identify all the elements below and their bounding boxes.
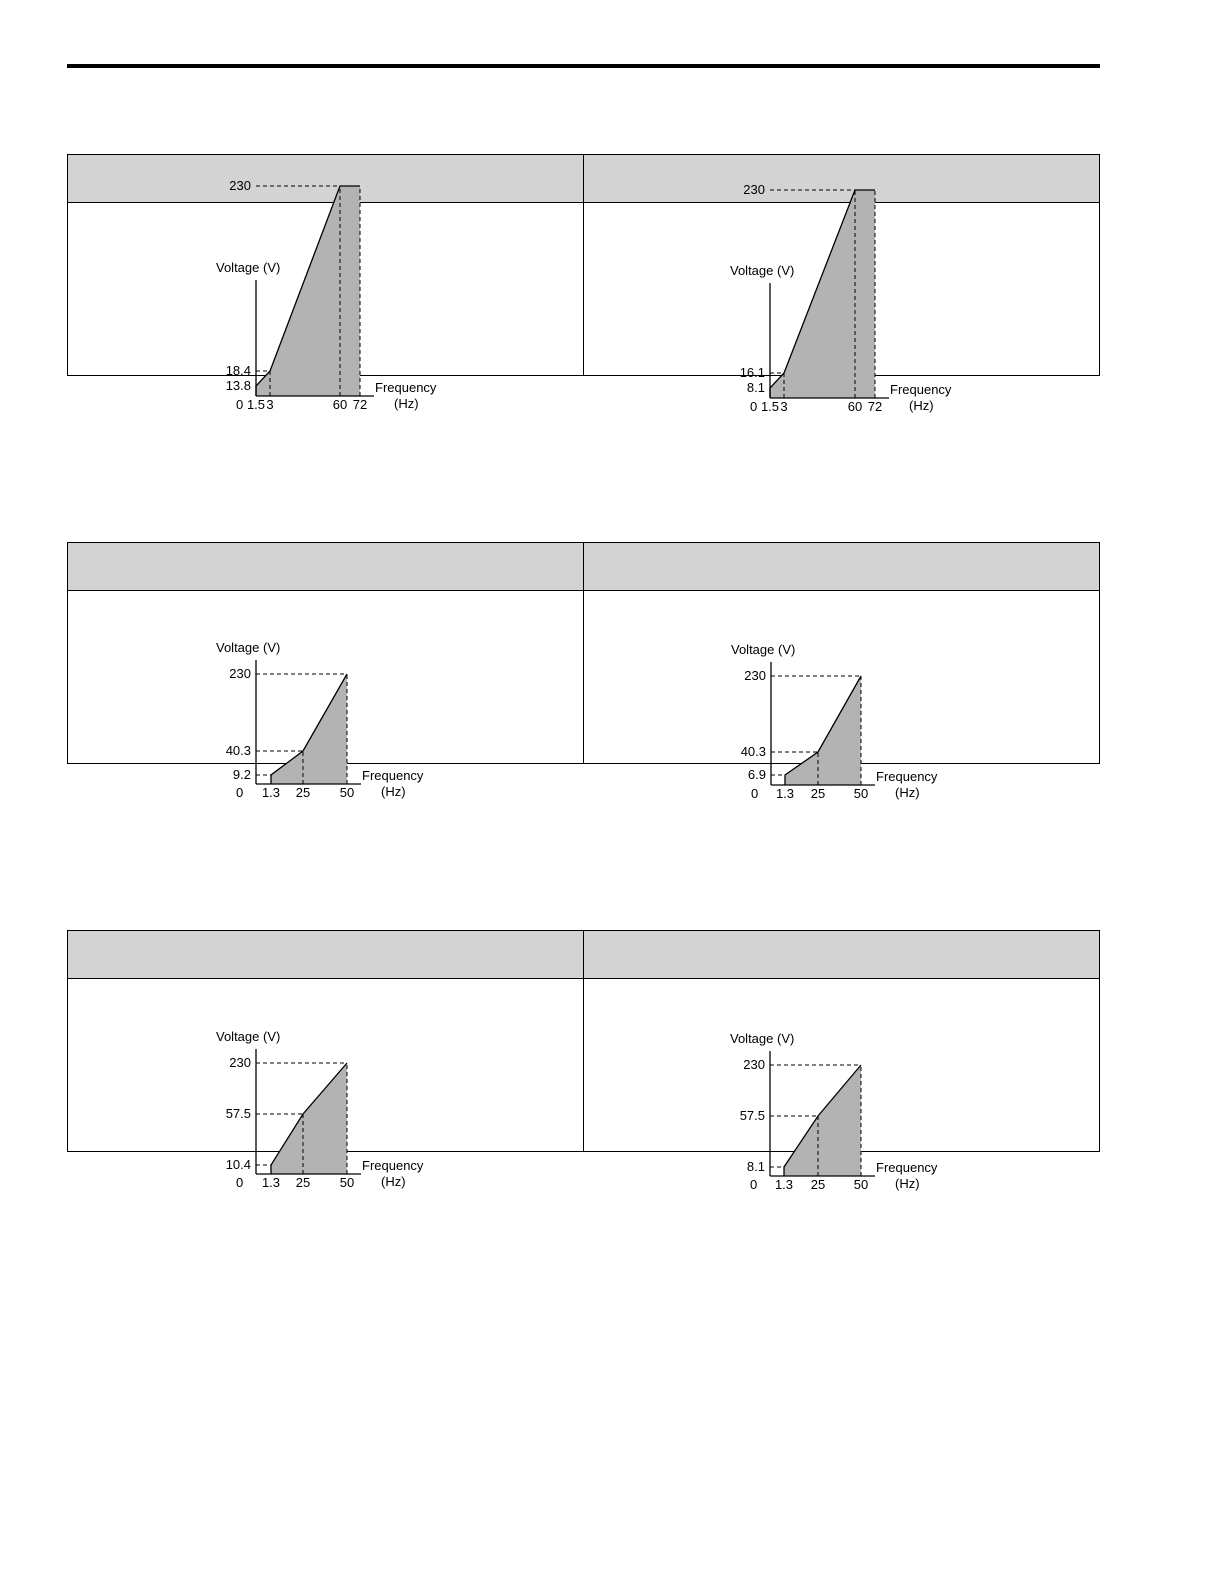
x-tick-label: 1.3 — [261, 1175, 281, 1190]
vf-chart-3 — [68, 591, 582, 800]
vf-area — [784, 1065, 861, 1176]
y-tick-label: 230 — [229, 1055, 251, 1070]
y-tick-label: 57.5 — [739, 1108, 765, 1123]
y-axis-label: Voltage (V) — [216, 260, 281, 275]
y-axis-label: Voltage (V) — [731, 642, 796, 657]
vf-pattern-table-1 — [67, 154, 1100, 414]
y-axis-label: Voltage (V) — [216, 640, 281, 655]
top-rule — [67, 64, 1100, 68]
x-tick-label: 50 — [339, 785, 355, 800]
vf-chart-2 — [584, 182, 1099, 414]
x-axis-unit-label: (Hz) — [381, 784, 406, 799]
origin-label: 0 — [751, 786, 759, 801]
x-axis-unit-label: (Hz) — [895, 785, 920, 800]
x-tick-label: 1.5 — [246, 397, 266, 412]
y-tick-label: 57.5 — [225, 1106, 251, 1121]
x-tick-label: 25 — [810, 786, 826, 801]
x-tick-label: 3 — [780, 399, 788, 414]
x-axis-label: Frequency — [876, 769, 938, 784]
x-tick-label: 60 — [847, 399, 863, 414]
y-axis-label: Voltage (V) — [730, 263, 795, 278]
y-tick-label: 8.1 — [746, 380, 765, 395]
x-tick-label: 50 — [853, 1177, 869, 1192]
vf-area — [271, 1063, 347, 1174]
x-tick-label: 1.3 — [775, 786, 795, 801]
x-tick-label: 1.5 — [760, 399, 780, 414]
x-tick-label: 25 — [295, 1175, 311, 1190]
x-axis-unit-label: (Hz) — [394, 396, 419, 411]
vf-pattern-table-2 — [67, 542, 1100, 801]
y-axis-label: Voltage (V) — [730, 1031, 795, 1046]
x-tick-label: 25 — [810, 1177, 826, 1192]
y-tick-label: 10.4 — [225, 1157, 251, 1172]
x-axis-label: Frequency — [362, 768, 424, 783]
vf-chart-1 — [68, 178, 582, 412]
y-tick-label: 18.4 — [225, 363, 251, 378]
x-tick-label: 72 — [867, 399, 883, 414]
x-tick-label: 3 — [266, 397, 274, 412]
origin-label: 0 — [750, 1177, 758, 1192]
vf-chart-5 — [68, 979, 582, 1190]
x-tick-label: 60 — [332, 397, 348, 412]
x-axis-label: Frequency — [876, 1160, 938, 1175]
y-axis-label: Voltage (V) — [216, 1029, 281, 1044]
x-axis-label: Frequency — [362, 1158, 424, 1173]
y-tick-label: 230 — [743, 182, 765, 197]
vf-chart-4 — [584, 591, 1099, 801]
origin-label: 0 — [236, 785, 244, 800]
table-cell-left — [68, 979, 582, 1190]
table-cell-left — [68, 178, 582, 412]
vf-chart-6 — [584, 979, 1099, 1192]
x-tick-label: 1.3 — [261, 785, 281, 800]
y-tick-label: 8.1 — [746, 1159, 765, 1174]
y-tick-label: 40.3 — [740, 744, 766, 759]
y-tick-label: 230 — [743, 1057, 765, 1072]
y-tick-label: 230 — [229, 178, 251, 193]
x-tick-label: 72 — [352, 397, 368, 412]
table-cell-left — [68, 591, 582, 800]
vf-area — [785, 676, 861, 785]
x-tick-label: 50 — [339, 1175, 355, 1190]
x-axis-unit-label: (Hz) — [895, 1176, 920, 1191]
y-tick-label: 6.9 — [747, 767, 766, 782]
y-tick-label: 40.3 — [225, 743, 251, 758]
x-tick-label: 50 — [853, 786, 869, 801]
origin-label: 0 — [750, 399, 758, 414]
table-cell-right — [584, 591, 1099, 801]
x-axis-label: Frequency — [375, 380, 437, 395]
origin-label: 0 — [236, 397, 244, 412]
table-cell-right — [584, 182, 1099, 414]
x-tick-label: 25 — [295, 785, 311, 800]
vf-area — [256, 186, 360, 396]
x-axis-unit-label: (Hz) — [381, 1174, 406, 1189]
vf-area — [271, 674, 347, 784]
y-tick-label: 9.2 — [232, 767, 251, 782]
y-tick-label: 13.8 — [225, 378, 251, 393]
y-tick-label: 16.1 — [739, 365, 765, 380]
y-tick-label: 230 — [744, 668, 766, 683]
x-axis-unit-label: (Hz) — [909, 398, 934, 413]
origin-label: 0 — [236, 1175, 244, 1190]
y-tick-label: 230 — [229, 666, 251, 681]
table-cell-right — [584, 979, 1099, 1192]
vf-pattern-table-3 — [67, 930, 1100, 1192]
x-axis-label: Frequency — [890, 382, 952, 397]
x-tick-label: 1.3 — [774, 1177, 794, 1192]
